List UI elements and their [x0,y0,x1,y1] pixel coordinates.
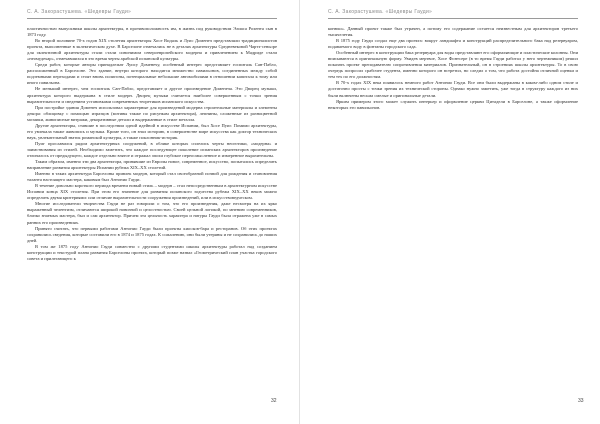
paragraph: Другие архитекторы, ставшие в последствии одной идейной в искусстве Испании, был Хосе Пуиг. Помимо архитектуры, его увлекала также живопись и музыка. Кроме того, он знал историю, в совершенстве мире искусства как доктор технических наук, увлекательный знаток романской культуры, а также поклонник-историк. [27,122,277,140]
page-number: 33 [578,398,584,404]
paragraph: Особенный интерес в конструкции бака резервуара для воды представляют его оформляющие и пластические колонны. Они вписываются в оригинальную форму. Увидев мертвое, Хосе Фонтсере (в то время Гауди работал у него чертежником) решил показать проект преподавателю сопротивления материалов. Признательный, он в строениях школы архитектуры. То в свою очередь попросил срабочее студента, именно которого он встретил, но следил о том, что работа достойна отличной оценки и тем тех по его должностям. [328,50,578,80]
paragraph: В 70-х годах XIX века появилось немного работ Антонио Гауди. Все они были выдержаны в каком-либо одном стиле и достаточно просты с точки зрения их технической стороны. Однако нужно заметить, уже тогда в структуру каждого из них были включены весьма смелые и оригинальные детали. [328,80,578,98]
paragraph: Не меньший интерес, чем госпиталь Сан-Пабло, представляет и другое произведение Доменеча. Это Дворец музыки, архитектура которого выдержана в стиле модерн. Дворец музыки считается наиболее совершенным с точки зрения выразительности и сведением установками современных теоретиков испанского искусства. [27,86,277,104]
running-head: С. А. Закорастушева. «Шедевры Гауди» [328,9,433,15]
paragraph: В 1875 году Гауди создал еще два проекта: вокруг ландшафта и конструкций распределительного бака над резервуаром, подаваемого воду в фонтаны городского сада. [328,38,578,50]
page-number: 32 [271,398,277,404]
running-head: С. А. Закорастушева. «Шедевры Гауди» [27,9,132,15]
paragraph: Принято считать, что первыми работами Антонио Гауди были проекты киосков-бара и ресторанов. Об этих проектах сохранились сведения, которые составили его в 1874 и 1875 годах. К сожалению, они были утеряны и не сохранились до наших дней. [27,225,277,243]
page-body [27,26,277,262]
page-body [328,26,578,111]
paragraph: При постройке здания Доменеч использовал характерные для произведений модерна строительные материалы и элементы декора: облицовку с помощью изразцов (мотивы также по рисункам архитектора), лепнины, сложенные из разноцветной мозаики, живописные витражи, декоративные детали и выдержанные в стиле металла. [27,104,277,122]
paragraph: Именно в таких архитектура Барселоны привлек модерн, который стал своеобразной почвой для рождения и становления таланта настоящего мастера, каковым был Антонио Гауди. [27,171,277,183]
paragraph: Среди работ, которые авторы принадлежат Луису Доменечу, особенный интерес представляет госпиталь Сан-Пабло, расположенный в Барселоне. Это здание, внутри которого находятся множество павильонов, соединенных между собой подземными переходами и стоят вновь полигоны, потенциальные небольшие автомобилями в отношении капитала к тому или иного павильона. [27,62,277,86]
header-rule [328,18,578,19]
paragraph: пластичностью выпускники школы архитектуры, в противоположность им, в жизнь под руководством Элиаса Рохента сын в 1873 году. [27,26,277,38]
header-rule [27,18,277,19]
paragraph: Ярким примером этого может служить интерьер и оформление церкви Цитадели в Барселоне, а также оформление некоторых его павильонов. [328,98,578,110]
paragraph: Во второй половине 70-х годов XIX столетия архитекторы Хосе Видаль и Луис Доменеч представляли традиционалистов проекта, выполненные в эклектическом духе. В Барселоне отмечались не в деталях архитектуры Средневековой Чартэ-сеньоре для эклектичной архитектуры стали стали синонимом североевропейского модерна и привлечением к Мадриде стали «неомудехар», отмечавшихся в это время черты арабской испанской культуры. [27,38,277,62]
paragraph: Таким образом, именно эти два архитектора, принявшие из Европы новое, современное, искусство, попытались определить направление развития архитектуры Испании рубежа XIX–XX столетий. [27,159,277,171]
paragraph: Многие исследователи творчества Гауди не раз говорили о том, что его произведения, даже несмотря на их ярко выраженный челентизм, отличаются широкой новизной и целостностью. Своей цельной логикой, по мнению современников, близко знаемых мастера, был и сам архитектор. Причем эта цельность характера и натуры Гауди была отражена уже в самых ранних его произведениях. [27,201,277,225]
paragraph: конюш». Данный проект также был утрачен, а потому его содержание остается неизвестным для архитекторов третьего тысячелетия. [328,26,578,38]
paragraph: В течение довольно короткого периода времени новый стиль – модерн – стал непосредственным в архитектурном искусстве Испании конца XIX столетия. При этом его значение для развития испанского зодчества рубежа XIX–XX веков можно определить двумя критериями: или отличие выразительности сооружения произведений, или в искусствоведческом. [27,183,277,201]
right-page [300,0,600,424]
paragraph: Пуиг прославился рядом архитектурных сооружений, в облике которых сплелись черты неоготики, «модерна» и заимствования из стилей. Необходимо заметить, что каждое последующее поколение испанских архитекторов произведение отличалось от предыдущего, каждое отдельно взятое и отражал эпохи глубокое переосмысленное и измеренное выразительны. [27,140,277,158]
paragraph: В том же 1875 году Антонио Гауди совместно с другими студентами школы архитектуры работал над созданием конструкции и текстурой плана развития Барселоны проекта, который позже назвал «Геометрический план участка городского совета и прилегающего к [27,243,277,261]
